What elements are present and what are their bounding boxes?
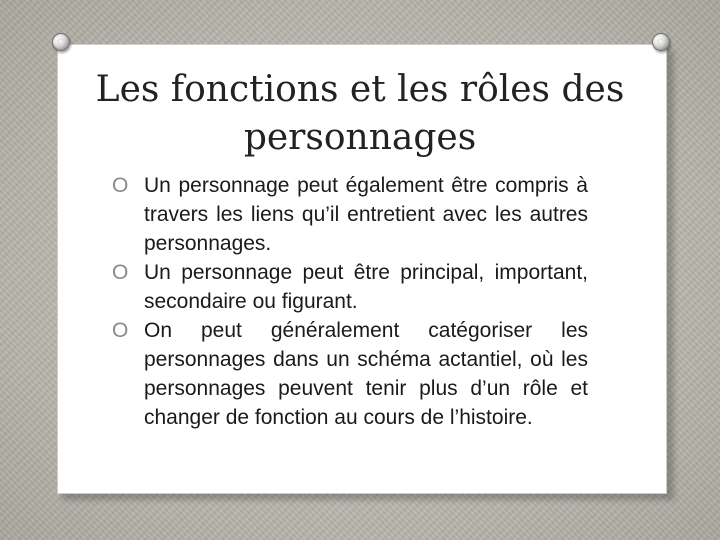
pushpin-icon	[52, 33, 70, 51]
bullet-list	[112, 171, 588, 432]
bullet-item	[112, 171, 588, 258]
pushpin-icon	[652, 33, 670, 51]
bullet-marker: O	[112, 174, 129, 197]
bullet-text: Un personnage peut être principal, important, secondaire ou figurant.	[144, 261, 588, 313]
bullet-marker: O	[112, 261, 129, 284]
bullet-marker: O	[112, 319, 129, 342]
slide-title: Les fonctions et les rôles des personnages	[95, 69, 625, 158]
bullet-text: Un personnage peut également être compris à travers les liens qu’il entretient avec les autres personnages.	[144, 174, 588, 255]
bullet-item	[112, 316, 588, 432]
bullet-item	[112, 258, 588, 316]
bullet-text: On peut généralement catégoriser les personnages dans un schéma actantiel, où les personnages peuvent tenir plus d’un rôle et changer de fonction au cours de l’histoire.	[144, 319, 588, 429]
